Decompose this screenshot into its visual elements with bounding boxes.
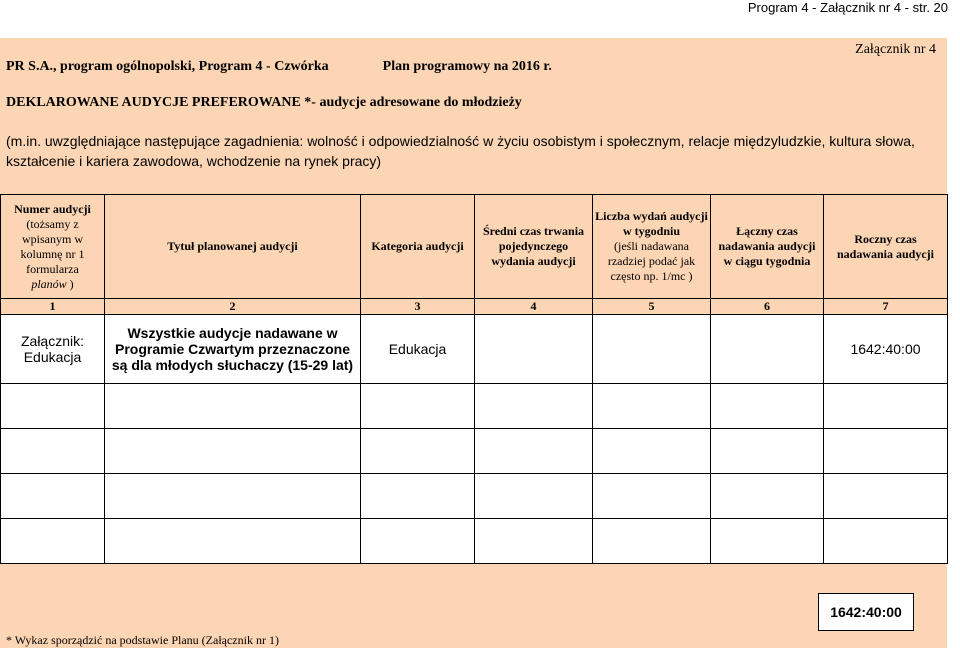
plan-label: Plan programowy na 2016 r.	[382, 59, 552, 74]
empty-cell[interactable]	[361, 519, 475, 564]
header-laczny-czas: Łączny czas nadawania audycji w ciągu tygodnia	[711, 195, 824, 299]
empty-cell[interactable]	[711, 384, 824, 429]
cell-kategoria[interactable]: Edukacja	[361, 315, 475, 384]
total-annual-time: 1642:40:00	[818, 593, 914, 631]
column-number: 4	[475, 299, 593, 315]
empty-cell[interactable]	[361, 429, 475, 474]
empty-cell[interactable]	[593, 474, 711, 519]
empty-cell[interactable]	[711, 519, 824, 564]
category-heading: DEKLAROWANE AUDYCJE PREFEROWANE *- audycje adresowane do młodzieży	[6, 95, 522, 110]
cell-laczny-czas[interactable]	[711, 315, 824, 384]
header-row	[1, 195, 948, 299]
cell-liczba-wydan[interactable]	[593, 315, 711, 384]
empty-cell[interactable]	[475, 474, 593, 519]
column-number: 5	[593, 299, 711, 315]
cell-sredni-czas[interactable]	[475, 315, 593, 384]
header-numer-note-italic: planów	[31, 276, 67, 291]
empty-cell[interactable]	[105, 519, 361, 564]
header-liczba-title: Liczba wydań audycji w tygodniu	[595, 209, 708, 238]
empty-cell[interactable]	[1, 429, 105, 474]
column-number: 6	[711, 299, 824, 315]
attachment-label: Załącznik nr 4	[855, 42, 936, 57]
empty-cell[interactable]	[1, 519, 105, 564]
empty-cell[interactable]	[824, 474, 948, 519]
page-header: Program 4 - Załącznik nr 4 - str. 20	[747, 0, 948, 15]
column-number-row	[1, 299, 948, 315]
empty-cell[interactable]	[1, 474, 105, 519]
empty-cell[interactable]	[361, 474, 475, 519]
empty-cell[interactable]	[1, 384, 105, 429]
empty-cell[interactable]	[711, 474, 824, 519]
empty-cell[interactable]	[824, 429, 948, 474]
empty-cell[interactable]	[593, 429, 711, 474]
empty-cell[interactable]	[593, 519, 711, 564]
empty-cell[interactable]	[475, 429, 593, 474]
header-numer-note: (tożsamy z wpisanym w kolumnę nr 1 formularza	[20, 216, 85, 276]
cell-tytul[interactable]: Wszystkie audycje nadawane w Programie Czwartym przeznaczone są dla młodych słuchaczy (15-29 lat)	[105, 315, 361, 384]
empty-cell[interactable]	[105, 474, 361, 519]
header-liczba-wydan	[593, 195, 711, 299]
header-liczba-note: (jeśli nadawana rzadziej podać jak często np. 1/mc )	[607, 239, 696, 283]
empty-cell[interactable]	[475, 519, 593, 564]
empty-cell[interactable]	[593, 384, 711, 429]
empty-cell[interactable]	[105, 429, 361, 474]
empty-row	[1, 384, 948, 429]
column-number: 1	[1, 299, 105, 315]
header-numer-title: Numer audycji	[14, 201, 91, 216]
header-numer-note-end: )	[69, 276, 74, 291]
empty-cell[interactable]	[475, 384, 593, 429]
empty-cell[interactable]	[105, 384, 361, 429]
empty-cell[interactable]	[824, 519, 948, 564]
header-tytul: Tytuł planowanej audycji	[105, 195, 361, 299]
cell-roczny-czas[interactable]: 1642:40:00	[824, 315, 948, 384]
empty-cell[interactable]	[711, 429, 824, 474]
empty-cell[interactable]	[824, 384, 948, 429]
column-number: 2	[105, 299, 361, 315]
program-line	[6, 59, 552, 75]
empty-row	[1, 474, 948, 519]
empty-cell[interactable]	[361, 384, 475, 429]
header-roczny-czas: Roczny czas nadawania audycji	[824, 195, 948, 299]
audycje-table	[0, 194, 948, 564]
header-kategoria: Kategoria audycji	[361, 195, 475, 299]
empty-row	[1, 519, 948, 564]
program-name: PR S.A., program ogólnopolski, Program 4 - Czwórka	[6, 59, 329, 74]
column-number: 3	[361, 299, 475, 315]
topics-text: (m.in. uwzględniające następujące zagadnienia: wolność i odpowiedzialność w życiu osobistym i społecznym, relacje międzyludzkie, kultura słowa, kształcenie i kariera zawodowa, wchodzenie na rynek pracy)	[6, 133, 915, 169]
header-sredni-czas: Średni czas trwania pojedynczego wydania audycji	[475, 195, 593, 299]
table-row	[1, 315, 948, 384]
header-numer-audycji	[1, 195, 105, 299]
cell-numer[interactable]: Załącznik: Edukacja	[1, 315, 105, 384]
empty-row	[1, 429, 948, 474]
footnote: * Wykaz sporządzić na podstawie Planu (Załącznik nr 1)	[6, 633, 279, 647]
column-number: 7	[824, 299, 948, 315]
